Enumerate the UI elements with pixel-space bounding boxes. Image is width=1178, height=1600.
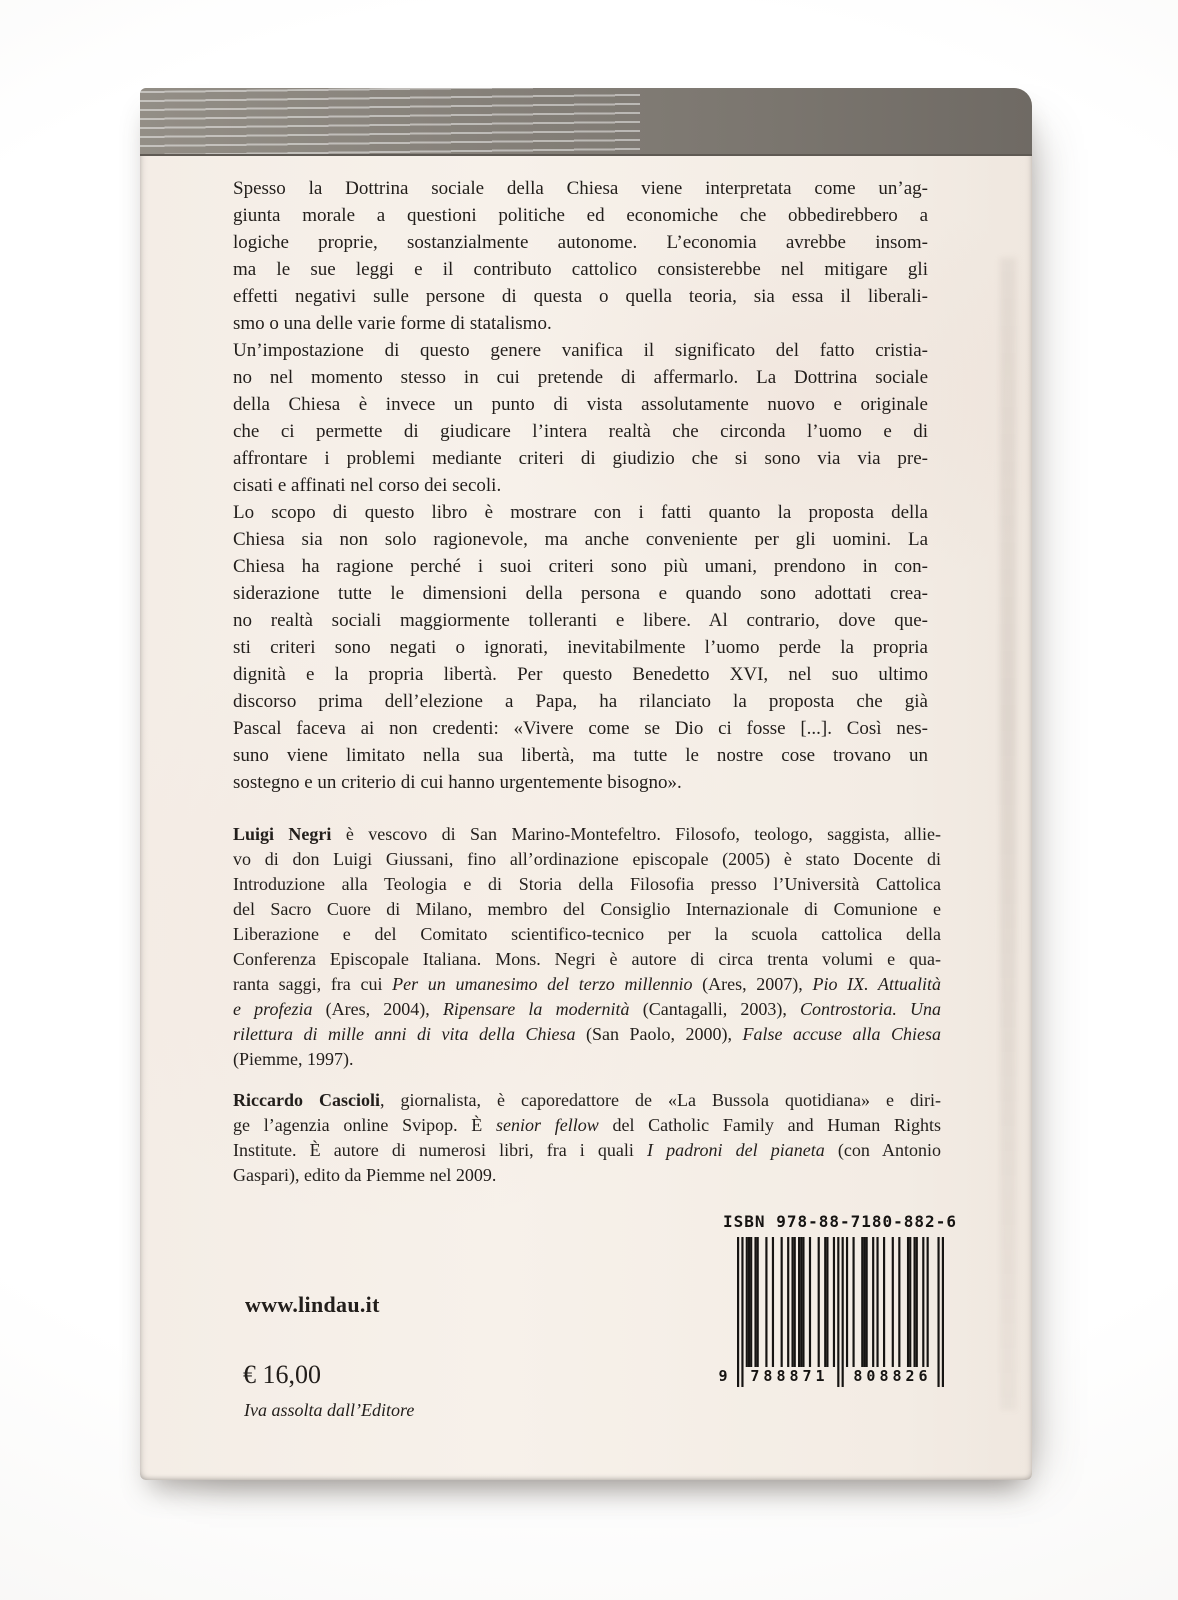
text-segment: che ci permette di giudicare l’intera realtà che circonda l’uomo e di	[233, 421, 928, 442]
text-segment: no nel momento stesso in cui pretende di affermarlo. La Dottrina sociale	[233, 367, 928, 388]
text-line	[233, 1163, 941, 1188]
text-line	[233, 175, 928, 202]
text-segment: Introduzione alla Teologia e di Storia della Filosofia presso l’Università Cattolica	[233, 874, 941, 894]
vat-note: Iva assolta dall’Editore	[244, 1400, 415, 1420]
text-segment: Per un umanesimo del terzo millennio	[392, 974, 703, 994]
text-segment: Chiesa sia non solo ragionevole, ma anche conveniente per gli uomini. La	[233, 529, 928, 550]
text-line	[233, 256, 928, 283]
text-line	[233, 1022, 941, 1047]
text-segment: senior fellow	[496, 1115, 613, 1135]
barcode-digits-group1: 788871	[750, 1367, 829, 1385]
synopsis-text	[233, 175, 928, 796]
text-segment: (San Paolo, 2000),	[586, 1024, 743, 1044]
text-line	[233, 1088, 941, 1113]
text-segment: Riccardo Cascioli	[233, 1090, 380, 1110]
text-line	[233, 499, 928, 526]
text-segment: , giornalista, è caporedattore de «La Bussola quotidiana» e diri-	[380, 1090, 941, 1110]
text-segment: e profezia	[233, 999, 326, 1019]
text-segment: Spesso la Dottrina sociale della Chiesa viene interpretata come un’ag-	[233, 178, 928, 199]
text-line	[233, 972, 941, 997]
text-segment: logiche proprie, sostanzialmente autonome. L’economia avrebbe insom-	[233, 232, 928, 253]
text-segment: vo di don Luigi Giussani, fino all’ordinazione episcopale (2005) è stato Docente di	[233, 849, 941, 869]
text-segment: rilettura di mille anni di vita della Chiesa	[233, 1024, 587, 1044]
text-segment: del Catholic Family and Human Rights	[612, 1115, 941, 1135]
text-line	[233, 715, 928, 742]
text-segment: sti criteri sono negati o ignorati, inevitabilmente l’uomo perde la propria	[233, 637, 928, 658]
text-line	[233, 922, 941, 947]
text-line	[233, 553, 928, 580]
text-line	[233, 897, 941, 922]
text-segment: discorso prima dell’elezione a Papa, ha rilanciato la proposta che già	[233, 691, 928, 712]
text-line	[233, 1047, 941, 1072]
text-segment: Pio IX. Attualità	[812, 974, 941, 994]
text-line	[233, 1113, 941, 1138]
text-segment: Conferenza Episcopale Italiana. Mons. Negri è autore di circa trenta volumi e qua-	[233, 949, 941, 969]
text-segment: siderazione tutte le dimensioni della persona e quando sono adottati crea-	[233, 583, 928, 604]
text-segment: effetti negativi sulle persone di questa o quella teoria, sia essa il liberali-	[233, 286, 928, 307]
text-segment: ma le sue leggi e il contributo cattolico consisterebbe nel mitigare gli	[233, 259, 928, 280]
text-segment: della Chiesa è invece un punto di vista assolutamente nuovo e originale	[233, 394, 928, 415]
text-line	[233, 1138, 941, 1163]
text-line	[233, 997, 941, 1022]
page-block-top-edge	[140, 88, 1032, 156]
text-line	[233, 822, 941, 847]
text-line	[233, 364, 928, 391]
text-segment: Controstoria. Una	[800, 999, 942, 1019]
text-line	[233, 472, 928, 499]
publisher-website: www.lindau.it	[245, 1292, 380, 1317]
text-segment: (Piemme, 1997).	[233, 1049, 354, 1069]
text-segment: smo o una delle varie forme di statalismo.	[233, 313, 552, 334]
spine-shading	[1000, 258, 1016, 1410]
barcode-block	[718, 1212, 962, 1387]
text-line	[233, 391, 928, 418]
text-segment: (Ares, 2004),	[325, 999, 443, 1019]
text-segment: è vescovo di San Marino-Montefeltro. Filosofo, teologo, saggista, allie-	[345, 824, 942, 844]
price-label: € 16,00	[243, 1360, 321, 1389]
text-segment: Chiesa ha ragione perché i suoi criteri sono più umani, prendono in con-	[233, 556, 928, 577]
author-bio-riccardo-cascioli	[233, 1088, 941, 1188]
text-segment: Ripensare la modernità	[442, 999, 643, 1019]
text-line	[233, 742, 928, 769]
text-line	[233, 872, 941, 897]
text-line	[233, 229, 928, 256]
text-line	[233, 769, 928, 796]
text-line	[233, 688, 928, 715]
text-segment: (Cantagalli, 2003),	[642, 999, 800, 1019]
text-line	[233, 310, 928, 337]
text-segment: del Sacro Cuore di Milano, membro del Consiglio Internazionale di Comunione e	[233, 899, 941, 919]
text-segment: Institute. È autore di numerosi libri, fra i quali	[233, 1140, 648, 1160]
text-line	[233, 418, 928, 445]
text-segment: affrontare i problemi mediante criteri di giudizio che si sono via via pre-	[233, 448, 928, 469]
text-line	[233, 661, 928, 688]
text-segment: suno viene limitato nella sua libertà, ma tutte le nostre cose trovano un	[233, 745, 928, 766]
book-back-cover	[140, 88, 1032, 1480]
text-segment: Gaspari), edito da Piemme nel 2009.	[233, 1165, 497, 1185]
text-line	[233, 202, 928, 229]
text-segment: Un’impostazione di questo genere vanifica il significato del fatto cristia-	[233, 340, 928, 361]
text-segment: Pascal faceva ai non credenti: «Vivere come se Dio ci fosse [...]. Così nes-	[233, 718, 928, 739]
text-line	[233, 847, 941, 872]
ean-barcode-bars	[737, 1237, 944, 1387]
text-segment: no realtà sociali maggiormente tolleranti e libere. Al contrario, dove que-	[233, 610, 928, 631]
text-line	[233, 337, 928, 364]
text-segment: dignità e la propria libertà. Per questo Benedetto XVI, nel suo ultimo	[233, 664, 928, 685]
text-segment: Liberazione e del Comitato scientifico-tecnico per la scuola cattolica della	[233, 924, 941, 944]
stacked-pages-texture	[140, 88, 640, 156]
text-line	[233, 526, 928, 553]
text-line	[233, 580, 928, 607]
author-bio-luigi-negri	[233, 822, 941, 1072]
text-segment: Luigi Negri	[233, 824, 346, 844]
text-segment: cisati e affinati nel corso dei secoli.	[233, 475, 502, 496]
text-line	[233, 947, 941, 972]
text-line	[233, 283, 928, 310]
barcode-digits-group2: 808826	[853, 1367, 932, 1385]
text-segment: sostegno e un criterio di cui hanno urgentemente bisogno».	[233, 772, 682, 793]
barcode-digit-left: 9	[718, 1367, 732, 1385]
text-segment: False accuse alla Chiesa	[742, 1024, 941, 1044]
text-line	[233, 445, 928, 472]
text-segment: ge l’agenzia online Svipop. È	[233, 1115, 497, 1135]
text-segment: (con Antonio	[837, 1140, 941, 1160]
text-segment: Lo scopo di questo libro è mostrare con i fatti quanto la proposta della	[233, 502, 928, 523]
text-line	[233, 634, 928, 661]
text-segment: (Ares, 2007),	[702, 974, 813, 994]
ean-barcode	[718, 1237, 944, 1387]
isbn-label: ISBN 978-88-7180-882-6	[723, 1212, 957, 1231]
text-segment: giunta morale a questioni politiche ed economiche che obbedirebbero a	[233, 205, 928, 226]
text-line	[233, 607, 928, 634]
text-segment: ranta saggi, fra cui	[233, 974, 393, 994]
text-segment: I padroni del pianeta	[647, 1140, 838, 1160]
